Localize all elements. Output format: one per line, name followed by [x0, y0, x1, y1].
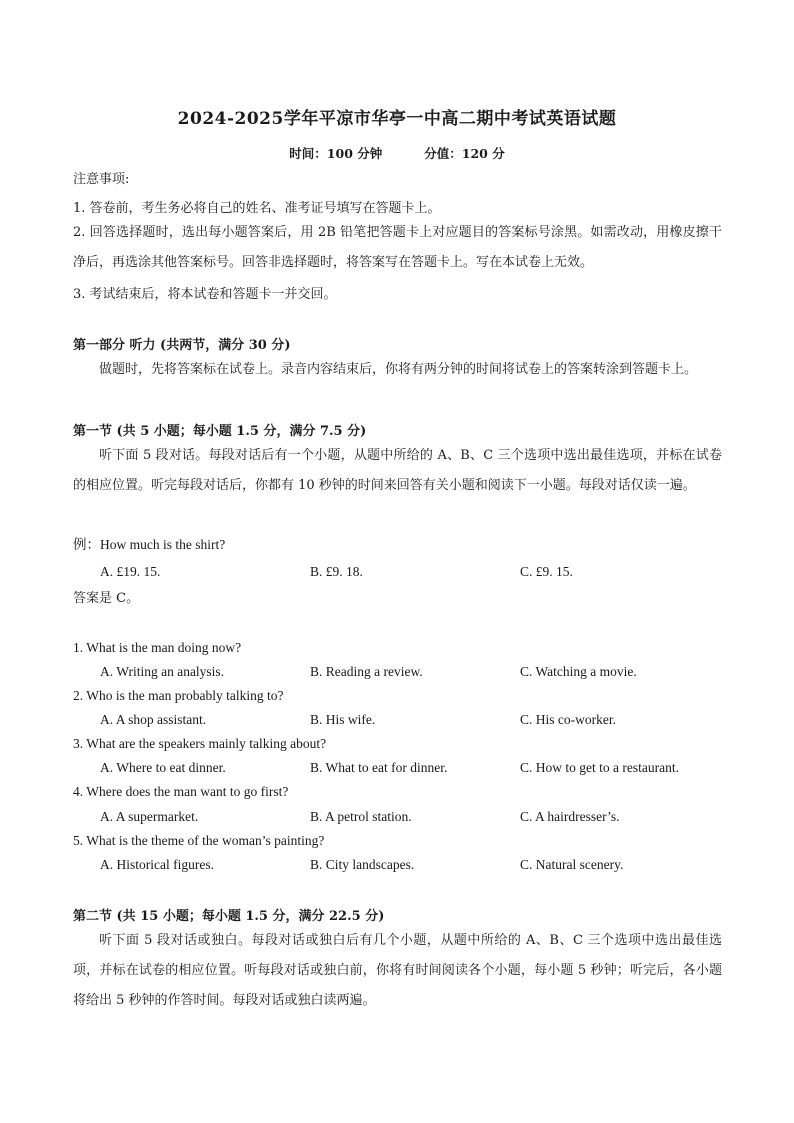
- section1-instruction: 听下面 5 段对话。每段对话后有一个小题，从题中所给的 A、B、C 三个选项中选出最佳选项，并标在试卷的相应位置。听完每段对话后，你都有 10 秒钟的时间来回答有关小题和阅读下一小题。每段对话仅读一遍。: [73, 448, 722, 493]
- question-4: 4. Where does the man want to go first?: [73, 784, 289, 799]
- note-item-2: 2. 回答选择题时，选出每小题答案后，用 2B 铅笔把答题卡上对应题目的答案标号涂黑。如需改动，用橡皮擦干净后，再选涂其他答案标号。回答非选择题时，将答案写在答题卡上。写在本试卷上无效。: [73, 225, 722, 270]
- example-option-a: A. £19. 15.: [100, 564, 161, 579]
- question-2: 2. Who is the man probably talking to?: [73, 688, 284, 703]
- q3-option-c: C. How to get to a restaurant.: [520, 760, 679, 775]
- q4-option-c: C. A hairdresser’s.: [520, 809, 620, 824]
- note-item-1: 1. 答卷前，考生务必将自己的姓名、准考证号填写在答题卡上。: [73, 201, 441, 216]
- q4-option-a: A. A supermarket.: [100, 809, 199, 824]
- part1-heading: 第一部分 听力 (共两节，满分 30 分): [73, 338, 291, 353]
- page-title: 2024-2025学年平凉市华亭一中高二期中考试英语试题: [177, 109, 617, 129]
- exam-score: 分值：120 分: [424, 146, 505, 161]
- q2-option-c: C. His co-worker.: [520, 712, 616, 727]
- example-question: 例：How much is the shirt?: [73, 537, 226, 552]
- notes-heading: 注意事项:: [73, 172, 130, 187]
- section2-heading: 第二节 (共 15 小题；每小题 1.5 分，满分 22.5 分): [73, 909, 385, 924]
- q3-option-a: A. Where to eat dinner.: [100, 760, 226, 775]
- section2-instruction: 听下面 5 段对话或独白。每段对话或独白后有几个小题，从题中所给的 A、B、C 三个选项中选出最佳选项，并标在试卷的相应位置。听每段对话或独白前，你将有时间阅读各个小题，每小题 5 秒钟；听完后，各小题将给出 5 秒钟的作答时间。每段对话或独白读两遍。: [73, 933, 722, 1008]
- q1-option-a: A. Writing an analysis.: [100, 664, 225, 679]
- q4-option-b: B. A petrol station.: [310, 809, 412, 824]
- q2-option-b: B. His wife.: [310, 712, 376, 727]
- q5-option-b: B. City landscapes.: [310, 857, 415, 872]
- q1-option-c: C. Watching a movie.: [520, 664, 637, 679]
- q1-option-b: B. Reading a review.: [310, 664, 423, 679]
- q3-option-b: B. What to eat for dinner.: [310, 760, 448, 775]
- example-answer: 答案是 C。: [73, 591, 140, 606]
- q5-option-c: C. Natural scenery.: [520, 857, 624, 872]
- question-1: 1. What is the man doing now?: [73, 640, 242, 655]
- note-item-3: 3. 考试结束后，将本试卷和答题卡一并交回。: [73, 287, 337, 302]
- exam-time: 时间：100 分钟: [289, 146, 383, 161]
- question-3: 3. What are the speakers mainly talking about?: [73, 736, 327, 751]
- example-option-b: B. £9. 18.: [310, 564, 363, 579]
- q2-option-a: A. A shop assistant.: [100, 712, 207, 727]
- part1-instruction: 做题时，先将答案标在试卷上。录音内容结束后，你将有两分钟的时间将试卷上的答案转涂到答题卡上。: [99, 362, 698, 377]
- example-option-c: C. £9. 15.: [520, 564, 573, 579]
- q5-option-a: A. Historical figures.: [100, 857, 214, 872]
- exam-meta: [0, 144, 794, 162]
- question-5: 5. What is the theme of the woman’s painting?: [73, 833, 325, 848]
- section1-heading: 第一节 (共 5 小题；每小题 1.5 分，满分 7.5 分): [73, 424, 367, 439]
